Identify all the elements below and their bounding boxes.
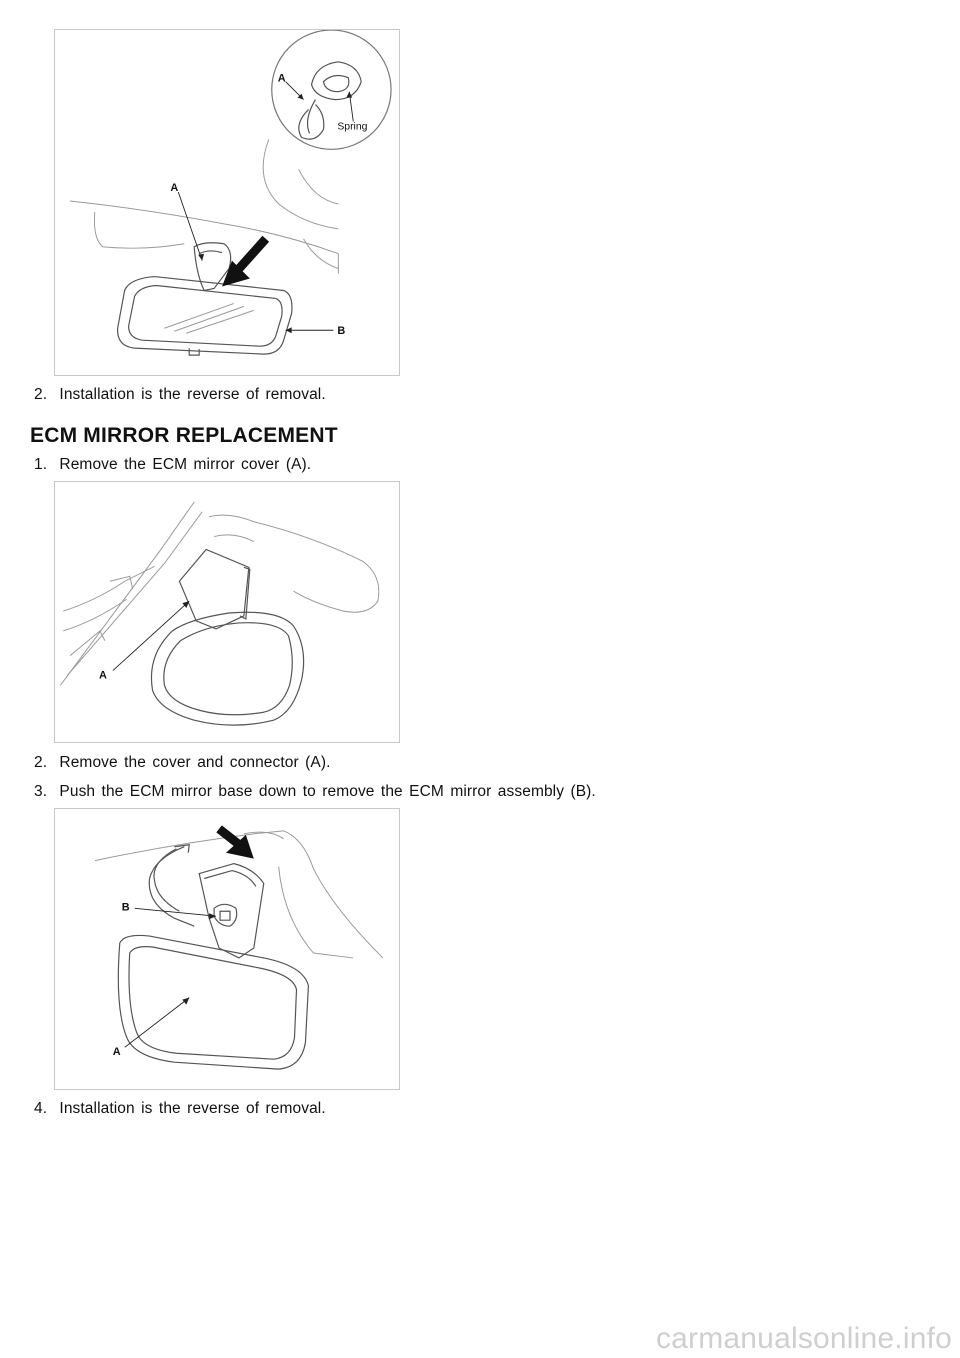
ecm-step-2	[34, 754, 331, 772]
watermark: carmanualsonline.info	[655, 1322, 952, 1355]
ecm-step-3	[34, 783, 596, 801]
ecm-cover-illustration	[55, 482, 399, 742]
step-number: 1.	[34, 456, 48, 473]
figure1-label-a-detail: A	[277, 72, 286, 85]
mirror-removal-illustration	[55, 30, 399, 375]
figure3-label-a: A	[112, 1046, 121, 1059]
figure1-label-spring: Spring	[337, 121, 368, 133]
figure-ecm-assembly	[54, 808, 400, 1090]
removal-step-2	[34, 386, 326, 404]
step-text: Installation is the reverse of removal.	[59, 1100, 326, 1117]
figure-mirror-removal	[54, 29, 400, 376]
figure3-label-b: B	[121, 901, 130, 914]
ecm-assembly-illustration	[55, 809, 399, 1089]
step-text: Remove the ECM mirror cover (A).	[59, 456, 312, 473]
figure1-label-b: B	[337, 325, 346, 338]
step-number: 3.	[34, 783, 48, 800]
step-text: Remove the cover and connector (A).	[59, 754, 331, 771]
step-number: 4.	[34, 1100, 48, 1117]
step-text: Push the ECM mirror base down to remove the ECM mirror assembly (B).	[59, 783, 596, 800]
step-number: 2.	[34, 754, 48, 771]
figure2-label-a: A	[98, 669, 107, 682]
step-number: 2.	[34, 386, 48, 403]
figure-ecm-cover	[54, 481, 400, 743]
figure1-label-a: A	[170, 182, 179, 195]
ecm-step-1	[34, 456, 311, 474]
section-title: ECM MIRROR REPLACEMENT	[30, 424, 338, 447]
ecm-step-4	[34, 1100, 326, 1118]
step-text: Installation is the reverse of removal.	[59, 386, 326, 403]
